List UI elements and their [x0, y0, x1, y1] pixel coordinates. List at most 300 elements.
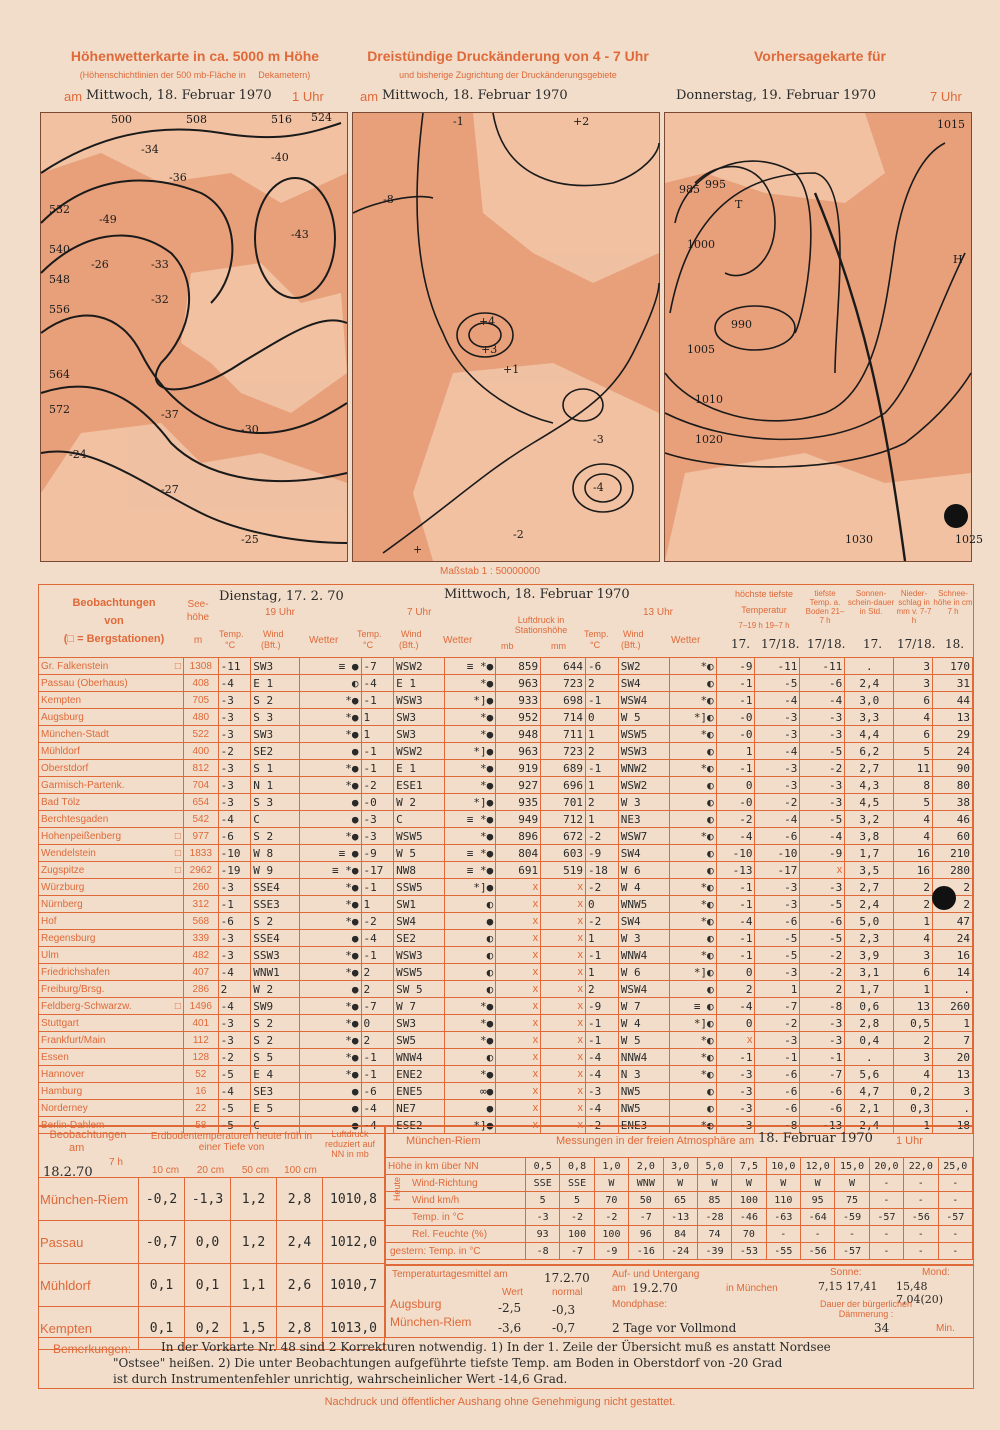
cell-mb: x [496, 1049, 541, 1066]
cell-w7: SW4 [394, 913, 445, 930]
cell-son: 3,9 [845, 947, 894, 964]
station-name-text: Hof [41, 915, 57, 927]
cell-max: -13 [716, 862, 755, 879]
cell-w7: SW3 [394, 1015, 445, 1032]
cell-mm: 689 [541, 760, 586, 777]
station-name [39, 675, 184, 692]
station-height: 542 [183, 811, 218, 828]
cell-mb: x [496, 879, 541, 896]
cell-max: -3 [716, 1066, 755, 1083]
cell-x13: ◐ [669, 981, 716, 998]
aloft-value: 75 [835, 1192, 869, 1209]
cell-w7: E 1 [394, 675, 445, 692]
aloft-height: 10,0 [766, 1158, 800, 1175]
cell-w19: W 2 [251, 981, 300, 998]
aloft-value: -56 [801, 1243, 835, 1260]
map2-subtitle: und bisherige Zugrichtung der Druckänderungsgebiete [399, 70, 617, 80]
cell-son: 4,4 [845, 726, 894, 743]
cell-sch: 20 [933, 1049, 973, 1066]
station-height: 128 [183, 1049, 218, 1066]
cell-son: 5,6 [845, 1066, 894, 1083]
aloft-value: - [938, 1226, 973, 1243]
cell-x13: *◐ [669, 913, 716, 930]
cell-w13: SW4 [618, 845, 669, 862]
map-label: -24 [69, 448, 87, 461]
aloft-value: -9 [594, 1243, 628, 1260]
cell-t7: -4 [361, 930, 394, 947]
obs-col-see: See- [187, 599, 209, 610]
aloft-height: 3,0 [663, 1158, 697, 1175]
map-label: -32 [151, 293, 169, 306]
map1-subtitle: (Höhenschichtlinien der 500 mb-Fläche in Dekametern) [79, 70, 311, 80]
cell-min: -5 [755, 930, 800, 947]
station-height: 812 [183, 760, 218, 777]
cell-t19: -4 [218, 1083, 251, 1100]
cell-bod: -3 [800, 726, 845, 743]
cell-max: 1 [716, 743, 755, 760]
cell-x13: *◐ [669, 879, 716, 896]
cell-mb: 963 [496, 743, 541, 760]
cell-x7: ≡ *● [445, 658, 496, 675]
soil-pressure: 1010,8 [323, 1178, 385, 1221]
cell-nie: 4 [894, 828, 933, 845]
cell-mm: x [541, 913, 586, 930]
station-height: 339 [183, 930, 218, 947]
station-height: 112 [183, 1032, 218, 1049]
cell-nie: 1 [894, 981, 933, 998]
cell-t7: -9 [361, 845, 394, 862]
station-name-text: Berchtesgaden [41, 813, 109, 825]
station-name [39, 743, 184, 760]
cell-x13: ◐ [669, 794, 716, 811]
observation-panel [38, 584, 974, 1132]
tagesmittel-st2: München-Riem [390, 1315, 472, 1329]
soil-time: 7 h [109, 1157, 123, 1168]
cell-x19: ≡ ● [300, 845, 361, 862]
cell-t13: 2 [586, 794, 619, 811]
tagesmittel-st2-wert: -3,6 [498, 1321, 522, 1335]
cell-max: 0 [716, 964, 755, 981]
cell-nie: 4 [894, 1066, 933, 1083]
obs-day2-7: 7 Uhr [407, 607, 432, 618]
station-height: 1833 [183, 845, 218, 862]
cell-x13: ◐ [669, 743, 716, 760]
table-row [39, 845, 973, 862]
cell-bod: -3 [800, 1032, 845, 1049]
cell-son: . [845, 658, 894, 675]
cell-w7: W 2 [394, 794, 445, 811]
cell-x19: *● [300, 964, 361, 981]
map-label: +2 [573, 115, 590, 128]
cell-x13: *◐ [669, 726, 716, 743]
cell-mb: 804 [496, 845, 541, 862]
cell-mb: 859 [496, 658, 541, 675]
station-name [39, 1049, 184, 1066]
daemmerung-value: 34 [874, 1321, 890, 1335]
cell-w13: W 7 [618, 998, 669, 1015]
aloft-value: -2 [560, 1209, 594, 1226]
cell-w7: W 7 [394, 998, 445, 1015]
station-name-text: Frankfurt/Main [41, 1034, 106, 1046]
cell-min: -6 [755, 1083, 800, 1100]
cell-sch: 38 [933, 794, 973, 811]
cell-sch: 2 [933, 879, 973, 896]
map1-time: 1 Uhr [292, 89, 324, 104]
station-name-text: München-Stadt [41, 728, 109, 740]
aloft-value: -13 [663, 1209, 697, 1226]
soil-depths [143, 1165, 323, 1176]
station-name-text: Hohenpeißenberg [41, 830, 122, 842]
cell-mb: 949 [496, 811, 541, 828]
soil-depth-50: 50 cm [241, 1165, 270, 1176]
aloft-value: -2 [594, 1209, 628, 1226]
cell-mb: x [496, 981, 541, 998]
cell-x13: *◐ [669, 1117, 716, 1134]
cell-t13: -18 [586, 862, 619, 879]
cell-t7: -3 [361, 811, 394, 828]
station-name [39, 1100, 184, 1117]
cell-min: -4 [755, 743, 800, 760]
station-name-text: Würzburg [41, 881, 85, 893]
cell-w19: S 3 [251, 709, 300, 726]
cell-max: 0 [716, 777, 755, 794]
table-row [39, 1178, 385, 1221]
obs-wind-1: Wind [263, 629, 284, 639]
cell-min: -10 [755, 845, 800, 862]
cell-sch: 210 [933, 845, 973, 862]
cell-w13: W 4 [618, 1015, 669, 1032]
cell-max: -0 [716, 709, 755, 726]
soil-title-am: am [69, 1142, 85, 1154]
cell-t7: -17 [361, 862, 394, 879]
cell-sch: 14 [933, 964, 973, 981]
cell-nie: 3 [894, 1049, 933, 1066]
soil-station: Passau [39, 1221, 139, 1264]
cell-w19: SSE4 [251, 930, 300, 947]
cell-bod: -2 [800, 964, 845, 981]
cell-x19: ● [300, 743, 361, 760]
aloft-value: 85 [697, 1192, 731, 1209]
map3-date: Donnerstag, 19. Februar 1970 [676, 88, 877, 103]
cell-nie: 1 [894, 913, 933, 930]
cell-mm: 711 [541, 726, 586, 743]
map-label: 532 [49, 203, 70, 216]
cell-son: . [845, 1049, 894, 1066]
soil-depth-10: 10 cm [151, 1165, 180, 1176]
aloft-value: - [904, 1226, 938, 1243]
station-name-text: Regensburg [41, 932, 96, 944]
remarks-line3: ist durch Instrumentenfehler unrichtig, wahrscheinlicher Wert -14,6 Grad. [113, 1372, 568, 1386]
cell-w19: C [251, 811, 300, 828]
cell-mm: x [541, 930, 586, 947]
soil-temp: 0,2 [185, 1307, 231, 1350]
cell-x19: ◐ [300, 675, 361, 692]
map1-title: Höhenwetterkarte in ca. 5000 m Höhe [70, 48, 320, 64]
station-name [39, 777, 184, 794]
map-label: 1030 [845, 533, 873, 546]
cell-x7: ◐ [445, 947, 496, 964]
cell-w7: W 5 [394, 845, 445, 862]
station-name-text: Essen [41, 1051, 69, 1063]
cell-nie: 5 [894, 794, 933, 811]
cell-w13: W 5 [618, 1032, 669, 1049]
aloft-value: SSE [560, 1175, 594, 1192]
cell-mb: x [496, 1015, 541, 1032]
cell-mm: x [541, 1083, 586, 1100]
aloft-value: 93 [526, 1226, 560, 1243]
mountain-station-marker: □ [174, 1000, 181, 1012]
cell-max: -1 [716, 879, 755, 896]
cell-max: x [716, 1032, 755, 1049]
cell-t19: -3 [218, 709, 251, 726]
station-name [39, 726, 184, 743]
station-height: 2962 [183, 862, 218, 879]
cell-son: 3,3 [845, 709, 894, 726]
aloft-row-label: Wind km/h [386, 1192, 526, 1209]
cell-x19: *● [300, 896, 361, 913]
table-row [39, 879, 973, 896]
cell-x13: ≡ ◐ [669, 998, 716, 1015]
map-label: 508 [186, 113, 207, 126]
cell-son: 3,2 [845, 811, 894, 828]
cell-t13: 1 [586, 811, 619, 828]
aloft-row-label: Wind-Richtung [386, 1175, 526, 1192]
station-name-text: Hannover [41, 1068, 85, 1080]
cell-sch: 31 [933, 675, 973, 692]
remarks-line2: "Ostsee" heißen. 2) Die unter Beobachtungen aufgeführte tiefste Temp. am Boden in Oberstdorf von -20 Grad [113, 1356, 783, 1370]
tagesmittel-st1: Augsburg [390, 1297, 442, 1311]
aloft-value: -28 [697, 1209, 731, 1226]
obs-col-title: Beobachtungen [72, 597, 156, 609]
obs-col-m: m [193, 635, 203, 646]
cell-t7: -4 [361, 1100, 394, 1117]
map-label: -49 [99, 213, 117, 226]
cell-t13: 2 [586, 743, 619, 760]
mondphase-value: 2 Tage vor Vollmond [612, 1321, 737, 1335]
cell-x7: *● [445, 1032, 496, 1049]
map-label: -33 [151, 258, 169, 271]
station-name [39, 658, 184, 675]
aloft-value: 74 [697, 1226, 731, 1243]
cell-son: 3,8 [845, 828, 894, 845]
cell-mm: 644 [541, 658, 586, 675]
map-label: +3 [481, 343, 498, 356]
cell-w19: S 2 [251, 692, 300, 709]
station-name-text: Ulm [41, 949, 59, 961]
obs-col-hoehe: höhe [186, 612, 210, 623]
cell-w7: WNW4 [394, 1049, 445, 1066]
station-height: 58 [183, 1117, 218, 1134]
aloft-value: - [801, 1226, 835, 1243]
aloft-height: 0,8 [560, 1158, 594, 1175]
map-label: 564 [49, 368, 70, 381]
table-row [39, 709, 973, 726]
table-row [386, 1158, 973, 1175]
cell-max: -3 [716, 1083, 755, 1100]
cell-t13: -1 [586, 760, 619, 777]
cell-sch: 16 [933, 947, 973, 964]
cell-sch: 260 [933, 998, 973, 1015]
aloft-value: 95 [801, 1192, 835, 1209]
table-row [386, 1209, 973, 1226]
cell-max: -1 [716, 1049, 755, 1066]
cell-x7: *● [445, 726, 496, 743]
obs-luftdruck: Luftdruck in Stationshöhe [514, 615, 568, 635]
station-name-text: Oberstdorf [41, 762, 89, 774]
table-row [39, 981, 973, 998]
cell-nie: 3 [894, 947, 933, 964]
table-row [39, 828, 973, 845]
cell-x19: *● [300, 1049, 361, 1066]
cell-sch: 1 [933, 1015, 973, 1032]
cell-t13: -6 [586, 658, 619, 675]
cell-t19: -4 [218, 964, 251, 981]
station-height: 1496 [183, 998, 218, 1015]
cell-x7: ● [445, 1100, 496, 1117]
soil-title: Beobachtungen [49, 1129, 127, 1141]
aloft-value: - [938, 1192, 973, 1209]
table-row [386, 1226, 973, 1243]
aloft-value: - [869, 1192, 903, 1209]
cell-w7: WSW5 [394, 828, 445, 845]
cell-t13: 0 [586, 709, 619, 726]
cell-mm: x [541, 1117, 586, 1134]
cell-x13: ◐ [669, 675, 716, 692]
cell-x13: *◐ [669, 1066, 716, 1083]
cell-mm: 603 [541, 845, 586, 862]
table-row [39, 1083, 973, 1100]
cell-w13: NE3 [618, 811, 669, 828]
cell-t7: -2 [361, 913, 394, 930]
cell-t19: -5 [218, 1066, 251, 1083]
soil-temp: 0,1 [185, 1264, 231, 1307]
cell-t13: -2 [586, 913, 619, 930]
cell-nie: 6 [894, 692, 933, 709]
cell-t19: -3 [218, 947, 251, 964]
station-name [39, 760, 184, 777]
cell-max: -3 [716, 1100, 755, 1117]
cell-t13: 2 [586, 981, 619, 998]
cell-x19: *● [300, 879, 361, 896]
cell-mb: x [496, 930, 541, 947]
map-label: -25 [241, 533, 259, 546]
cell-max: -4 [716, 913, 755, 930]
cell-son: 2,4 [845, 1117, 894, 1134]
cell-x13: *◐ [669, 947, 716, 964]
station-name [39, 930, 184, 947]
cell-mm: 701 [541, 794, 586, 811]
aloft-height: 15,0 [835, 1158, 869, 1175]
cell-sch: 2 [933, 896, 973, 913]
station-name [39, 981, 184, 998]
aloft-height: 22,0 [904, 1158, 938, 1175]
cell-x7: *● [445, 1015, 496, 1032]
obs-wind-3: Wind [623, 629, 644, 639]
aloft-value: - [835, 1226, 869, 1243]
station-name-text: Zugspitze [41, 864, 85, 876]
aloft-title: Messungen in der freien Atmosphäre am [556, 1135, 755, 1147]
obs-hours: 7–19 h 19–7 h [738, 621, 790, 630]
cell-w7: NW8 [394, 862, 445, 879]
soil-head: Erdbodentemperaturen heute früh in einer Tiefe von [150, 1131, 313, 1153]
cell-x19: *● [300, 828, 361, 845]
obs-hoechste: höchste tiefste [734, 589, 794, 599]
observation-rows [39, 658, 973, 1134]
tagesmittel-st1-normal: -0,3 [552, 1303, 576, 1317]
cell-x7: ◐ [445, 964, 496, 981]
cell-t19: -11 [218, 658, 251, 675]
soil-temp: 1,2 [231, 1178, 277, 1221]
obs-tiefste: tiefste Temp. a. Boden 21–7 h [805, 589, 845, 625]
cell-x19: *● [300, 913, 361, 930]
cell-t7: 0 [361, 1015, 394, 1032]
cell-son: 0,4 [845, 1032, 894, 1049]
aloft-height: 5,0 [697, 1158, 731, 1175]
cell-x7: *● [445, 760, 496, 777]
cell-w19: C [251, 1117, 300, 1134]
cell-t13: -2 [586, 1117, 619, 1134]
table-row [39, 675, 973, 692]
table-row [39, 743, 973, 760]
cell-min: -3 [755, 896, 800, 913]
cell-min: -3 [755, 760, 800, 777]
cell-t19: -1 [218, 896, 251, 913]
station-name [39, 998, 184, 1015]
table-row [39, 862, 973, 879]
soil-temp: 2,4 [277, 1221, 323, 1264]
table-row [386, 1175, 973, 1192]
map-label: -34 [141, 143, 159, 156]
cell-min: -5 [755, 947, 800, 964]
map-label: -40 [271, 151, 289, 164]
observation-header [39, 585, 973, 657]
aloft-heute-label: Heute [392, 1177, 402, 1202]
station-name-text: Mühldorf [41, 745, 80, 757]
cell-x7: *● [445, 777, 496, 794]
station-name-text: Nürnberg [41, 898, 83, 910]
cell-x13: ◐ [669, 1100, 716, 1117]
map-label: 985 [679, 183, 700, 196]
cell-w7: SW3 [394, 726, 445, 743]
cell-bod: -3 [800, 794, 845, 811]
cell-x7: ◐ [445, 1049, 496, 1066]
cell-x13: ◐ [669, 811, 716, 828]
aloft-panel [385, 1126, 974, 1266]
table-row [39, 692, 973, 709]
cell-t13: -3 [586, 1083, 619, 1100]
cell-min: -6 [755, 828, 800, 845]
cell-mb: x [496, 1117, 541, 1134]
cell-sch: 3 [933, 1083, 973, 1100]
cell-max: -4 [716, 828, 755, 845]
aloft-value: -3 [526, 1209, 560, 1226]
station-height: 480 [183, 709, 218, 726]
cell-w19: S 5 [251, 1049, 300, 1066]
map-label: 548 [49, 273, 70, 286]
soil-temp: -0,2 [139, 1178, 185, 1221]
pressure-change-map-svg [353, 113, 659, 561]
cell-t7: -4 [361, 675, 394, 692]
map-label: 1010 [695, 393, 723, 406]
cell-t19: -3 [218, 1032, 251, 1049]
map-label: 1005 [687, 343, 715, 356]
cell-w13: NNW4 [618, 1049, 669, 1066]
cell-w7: SSW5 [394, 879, 445, 896]
cell-nie: 16 [894, 845, 933, 862]
cell-mm: x [541, 964, 586, 981]
cell-max: -0 [716, 794, 755, 811]
station-height: 704 [183, 777, 218, 794]
